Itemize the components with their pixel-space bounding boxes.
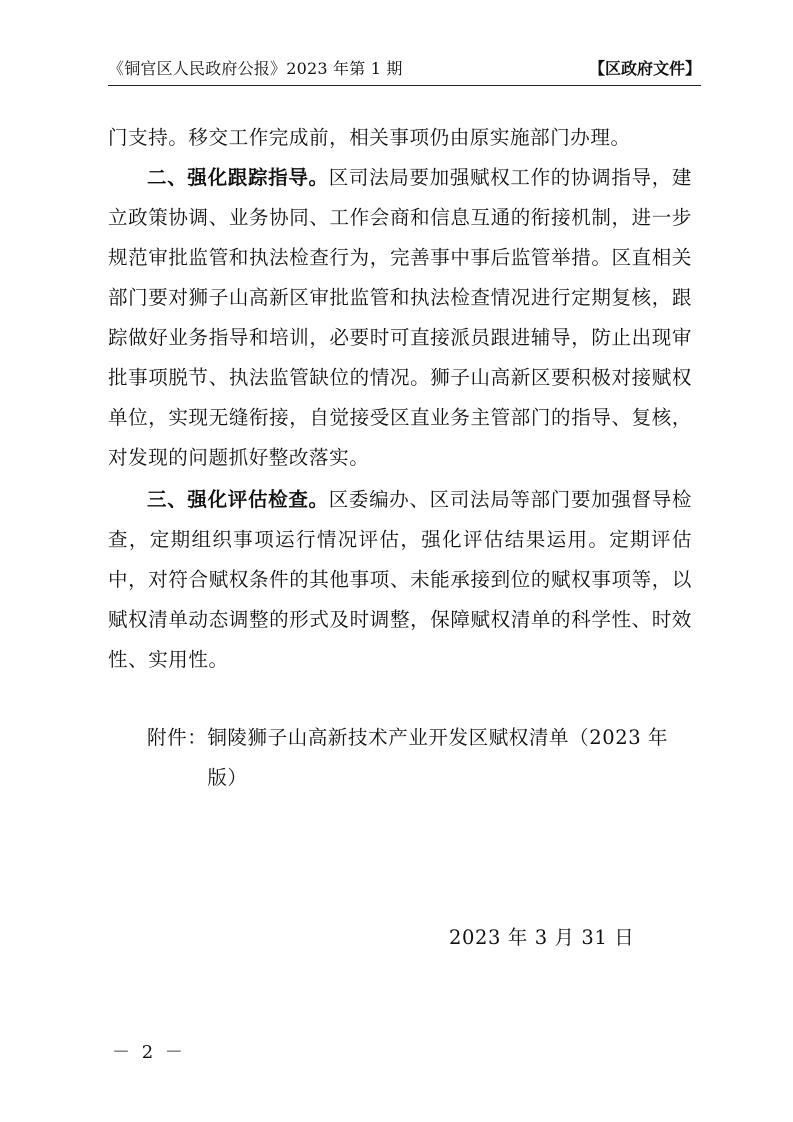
paragraph-text: 区委编办、区司法局等部门要加强督导检查，定期组织事项运行情况评估，强化评估结果运用。定期评估中，对符合赋权条件的其他事项、未能承接到位的赋权事项等，以赋权清单动态调整的形式及时调整，保障赋权清单的科学性、时效性、实用性。 [108, 488, 692, 671]
paragraph-continuation [108, 118, 692, 158]
attachment-label: 附件： [147, 726, 208, 749]
page-number: － 2 － [112, 1042, 186, 1063]
publication-title: 《铜官区人民政府公报》2023 年第 1 期 [108, 59, 403, 78]
paragraph-tracking-guidance [108, 158, 692, 478]
section-tag: 【区政府文件】 [588, 59, 701, 78]
page-header [108, 57, 701, 86]
attachment-note [147, 718, 692, 798]
paragraph-heading: 二、强化跟踪指导。 [147, 166, 329, 189]
document-date: 2023 年 3 月 31 日 [449, 926, 635, 949]
paragraph-evaluation-check [108, 480, 692, 680]
attachment-title: 铜陵狮子山高新技术产业开发区赋权清单（2023 年版） [207, 726, 669, 789]
paragraph-text: 区司法局要加强赋权工作的协调指导，建立政策协调、业务协同、工作会商和信息互通的衔接机制，进一步规范审批监管和执法检查行为，完善事中事后监管举措。区直相关部门要对狮子山高新区审批监管和执法检查情况进行定期复核，跟踪做好业务指导和培训，必要时可直接派员跟进辅导，防止出现审批事项脱节、执法监管缺位的情况。狮子山高新区要积极对接赋权单位，实现无缝衔接，自觉接受区直业务主管部门的指导、复核，对发现的问题抓好整改落实。 [108, 166, 692, 469]
paragraph-heading: 三、强化评估检查。 [147, 488, 329, 511]
paragraph-text: 门支持。移交工作完成前，相关事项仍由原实施部门办理。 [108, 126, 631, 149]
